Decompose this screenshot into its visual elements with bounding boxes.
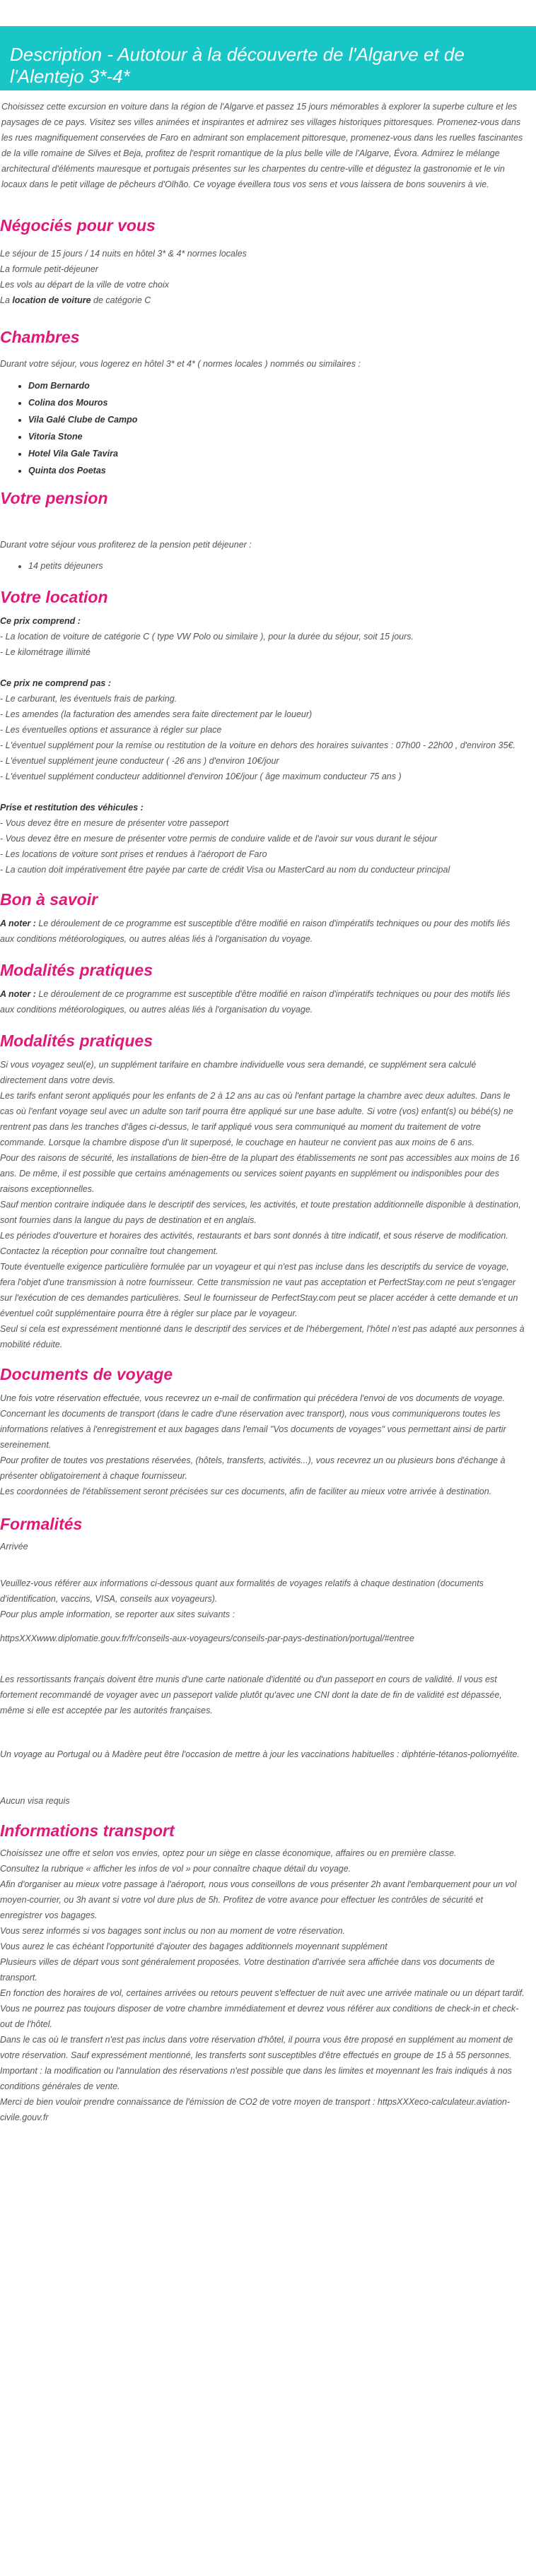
hotel-item: • Vila Galé Clube de Campo — [28, 411, 525, 428]
location-subtitle — [0, 800, 525, 815]
location-line: - Le kilométrage illimité — [0, 647, 91, 657]
section-heading-formalites: Formalités — [0, 1515, 83, 1533]
hotel-item: • Quinta dos Poetas — [28, 462, 525, 479]
hotel-item: • Colina dos Mouros — [28, 394, 525, 411]
location-line: - Le carburant, les éventuels frais de parking. — [0, 694, 177, 704]
section-heading-pension: Votre pension — [0, 489, 108, 507]
hotel-item: • Hotel Vila Gale Tavira — [28, 445, 525, 462]
section-heading-location: Votre location — [0, 588, 108, 606]
pension-list — [0, 558, 525, 574]
section-heading-modalites: Modalités pratiques — [0, 961, 153, 979]
formalites-arrivee: Arrivée — [0, 1542, 28, 1552]
location-line: - Les éventuelles options et assurance à régler sur place — [0, 725, 222, 735]
negocies-line: Le séjour de 15 jours / 14 nuits en hôtel 3* & 4* normes locales — [0, 249, 247, 259]
negocies-text: La — [0, 295, 13, 305]
location-line: - La caution doit impérativement être payée par carte de crédit Visa ou MasterCard au nom du conducteur principal — [0, 865, 450, 875]
note-label: A noter : — [0, 918, 36, 928]
formalites-paragraph: Un voyage au Portugal ou à Madère peut être l'occasion de mettre à jour les vaccinations habituelles : diphtérie-tétanos-poliomyélite. — [0, 1749, 520, 1759]
page-title: Description - Autotour à la découverte de l'Algarve et de l'Alentejo 3*-4* — [10, 44, 465, 88]
negocies-line — [0, 293, 525, 308]
section-heading-negocies: Négociés pour vous — [0, 216, 156, 235]
section-heading-chambres: Chambres — [0, 328, 80, 346]
hotel-list — [0, 377, 525, 479]
negocies-text: de catégorie C — [91, 295, 151, 305]
location-line: - Les locations de voiture sont prises et rendues à l'aéroport de Faro — [0, 849, 267, 859]
formalites-link[interactable]: httpsXXXwww.diplomatie.gouv.fr/fr/conseils-aux-voyageurs/conseils-par-pays-destination/portugal/#entree — [0, 1633, 414, 1643]
location-subtitle — [0, 675, 525, 691]
location-line: - Vous devez être en mesure de présenter votre passeport — [0, 818, 229, 828]
chambres-text: Durant votre séjour, vous logerez en hôtel 3* et 4* ( normes locales ) nommés ou similaires : — [0, 359, 361, 369]
section-heading-transport: Informations transport — [0, 1821, 175, 1840]
documents-paragraph: Une fois votre réservation effectuée, vous recevrez un e-mail de confirmation qui précédera l'envoi de vos documents de voyage. Concernant les documents de transport (dans le cadre d'une réservation avec transport), nous vous communiquerons toutes les informations relatives à l'enregistrement et aux bagages dans l'email "Vos documents de voyages" vous permettant ainsi de partir sereinement. Pour profiter de toutes vos prestations réservées, (hôtels, transferts, activités...), vous recevrez un ou plusieurs bons d'échange à présenter obligatoirement à chaque fournisseur. Les coordonnées de l'établissement seront précisées sur ces documents, afin de faciliter au mieux votre arrivée à destination. — [0, 1393, 506, 1496]
negocies-line: La formule petit-déjeuner — [0, 264, 98, 274]
content — [0, 99, 525, 2125]
formalites-paragraph: Aucun visa requis — [0, 1796, 70, 1806]
negocies-bold: location de voiture — [12, 295, 91, 305]
formalites-paragraph: Les ressortissants français doivent être munis d'une carte nationale d'identité ou d'un passeport en cours de validité. Il vous est fortement recommandé de voyager avec un passeport valide plutôt qu'avec une CNI dont la date de fin de validité est dépassée, même si elle est acceptée par les autorités françaises. — [0, 1674, 502, 1715]
modalites-text — [0, 986, 525, 1017]
note-label: A noter : — [0, 989, 36, 999]
negocies-line: Les vols au départ de la ville de votre choix — [0, 280, 170, 290]
pension-item: • 14 petits déjeuners — [28, 558, 525, 574]
note-text: Le déroulement de ce programme est susceptible d'être modifié en raison d'impératifs techniques ou pour des motifs liés aux conditions météorologiques, ou autres aléas liés à l'organisation du voyage. — [0, 989, 511, 1015]
pension-text: Durant votre séjour vous profiterez de la pension petit déjeuner : — [0, 540, 252, 550]
location-line: - L'éventuel supplément pour la remise ou restitution de la voiture en dehors des horaires suivantes : 07h00 - 22h00 , d'environ 35€. — [0, 740, 515, 750]
intro-paragraph: Choisissez cette excursion en voiture dans la région de l'Algarve et passez 15 jours mémorables à explorer la superbe culture et les paysages de ce pays. Visitez ses villes animées et inspirantes et admirez ses villages historiques pittoresques. Promenez-vous dans les rues magnifiquement conservées de Faro en admirant son emplacement pittoresque, promenez-vous dans les ruelles fascinantes de la ville romaine de Silves et Beja, profitez de l'esprit romantique de la plus belle ville de l'Algarve, Évora. Admirez le mélange architectural d'éléments mauresque et portugais présentes sur les charpentes du centre-ville et dégustez la gastronomie et le vin locaux dans le petit village de pêcheurs d'Olhão. Ce voyage éveillera tous vos sens et vous laissera de bons souvenirs à vie. — [1, 102, 523, 189]
section-heading-bon: Bon à savoir — [0, 890, 98, 909]
location-subtitle-text: Ce prix comprend : — [0, 616, 81, 626]
modalites-paragraph: Si vous voyagez seul(e), un supplément tarifaire en chambre individuelle vous sera demandé, ce supplément sera calculé directement dans votre devis. Les tarifs enfant seront appliqués pour les enfants de 2 à 12 ans au cas où l'enfant partage la chambre avec deux adultes. Dans le cas où l'enfant voyage seul avec un adulte son tarif pourra être appliqué sur une base adulte. Si votre (vos) enfant(s) ou bébé(s) ne rentrent pas dans les tranches d'âges ci-dessus, le tarif appliqué vous sera communiqué au moment du traitement de votre commande. Lorsque la chambre dispose d'un lit superposé, le couchage en hauteur ne convient pas aux moins de 6 ans. Pour des raisons de sécurité, les installations de bien-être de la plupart des établissements ne sont pas accessibles aux moins de 16 ans. De même, il est possible que certains aménagements ou services soient payants en supplément ou indisponibles pour des raisons exceptionnelles. Sauf mention contraire indiquée dans le descriptif des services, les activités, et toute prestation additionnelle disponible à destination, sont fournies dans la langue du pays de destination et en anglais. Les périodes d'ouverture et horaires des activités, restaurants et bars sont donnés à titre indicatif, et sous réserve de modification. Contactez la réception pour connaître tout changement. Toute éventuelle exigence particulière formulée par un voyageur et qui n'est pas incluse dans les descriptifs du service de voyage, fera l'objet d'une transmission à notre fournisseur. Cette transmission ne vaut pas acceptation et PerfectStay.com ne peut s'engager sur l'exécution de ces demandes particulières. Seul le fournisseur de PerfectStay.com peut se placer accéder à cette demande et un éventuel coût supplémentaire pourra être à régler sur place par le voyageur. Seul si cela est expressément mentionné dans le descriptif des services et de l'hébergement, l'hôtel n'est pas adapté aux personnes à mobilité réduite. — [0, 1060, 525, 1349]
transport-paragraph: Choisissez une offre et selon vos envies, optez pour un siège en classe économique, affaires ou en première classe. Consultez la rubrique « afficher les infos de vol » pour connaître chaque détail du voyage. Afin d'organiser au mieux votre passage à l'aéroport, nous vous conseillons de vous présenter 2h avant l'embarquement pour un vol moyen-courrier, ou 3h avant si votre vol dure plus de 5h. Profitez de votre avance pour effectuer les contrôles de sécurité et enregistrer vos bagages. Vous serez informés si vos bagages sont inclus ou non au moment de votre réservation. Vous aurez le cas échéant l'opportunité d'ajouter des bagages additionnels moyennant supplément Plusieurs villes de départ vous sont généralement proposées. Votre destination d'arrivée sera affichée dans vos documents de transport. En fonction des horaires de vol, certaines arrivées ou retours peuvent s'effectuer de nuit avec une arrivée matinale ou un départ tardif. Vous ne pourrez pas toujours disposer de votre chambre immédiatement et devrez vous référer aux conditions de check-in et check-out de l'hôtel. Dans le cas où le transfert n'est pas inclus dans votre réservation d'hôtel, il pourra vous être proposé en supplément au moment de votre réservation. Sauf expressément mentionné, les transferts sont susceptibles d'être effectués en groupe de 15 à 55 personnes. Important : la modification ou l'annulation des réservations n'est possible que dans les limites et moyennant les frais indiqués à nos conditions générales de vente. Merci de bien vouloir prendre connaissance de l'émission de CO2 de votre moyen de transport : httpsXXXeco-calculateur.aviation-civile.gouv.fr — [0, 1848, 525, 2122]
location-subtitle — [0, 613, 525, 629]
bon-text — [0, 916, 525, 947]
hotel-item: • Dom Bernardo — [28, 377, 525, 394]
formalites-paragraph: Veuillez-vous référer aux informations ci-dessous quant aux formalités de voyages relatifs à chaque destination (documents d'identification, vaccins, VISA, conseils aux voyageurs). Pour plus ample information, se reporter aux sites suivants : — [0, 1578, 484, 1619]
location-subtitle-text: Ce prix ne comprend pas : — [0, 678, 111, 688]
location-line: - L'éventuel supplément jeune conducteur ( -26 ans ) d'environ 10€/jour — [0, 756, 279, 766]
location-line: - L'éventuel supplément conducteur additionnel d'environ 10€/jour ( âge maximum conducteur 75 ans ) — [0, 772, 402, 781]
section-heading-documents: Documents de voyage — [0, 1365, 173, 1383]
location-line: - Les amendes (la facturation des amendes sera faite directement par le loueur) — [0, 709, 313, 719]
hotel-item: • Vitoria Stone — [28, 428, 525, 445]
section-heading-modalites: Modalités pratiques — [0, 1032, 153, 1050]
location-line: - Vous devez être en mesure de présenter votre permis de conduire valide et de l'avoir sur vous durant le séjour — [0, 834, 438, 844]
location-subtitle-text: Prise et restitution des véhicules : — [0, 803, 144, 813]
note-text: Le déroulement de ce programme est susceptible d'être modifié en raison d'impératifs techniques ou pour des motifs liés aux conditions météorologiques, ou autres aléas liés à l'organisation du voyage. — [0, 918, 511, 944]
location-line: - La location de voiture de catégorie C ( type VW Polo ou similaire ), pour la durée du séjour, soit 15 jours. — [0, 632, 414, 642]
